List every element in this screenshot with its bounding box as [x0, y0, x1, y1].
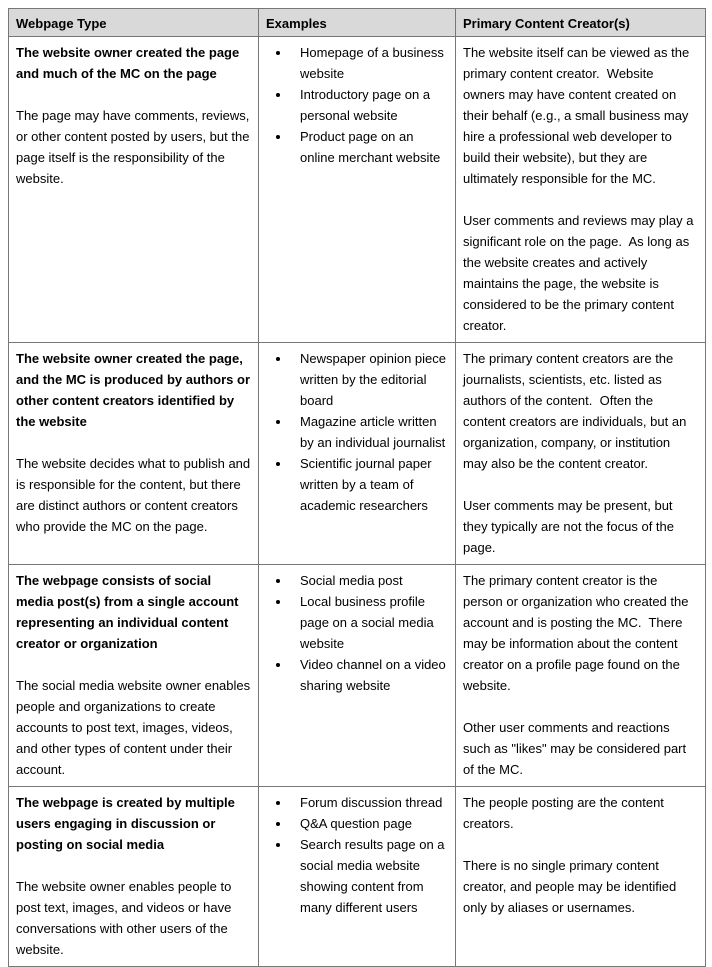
- examples-cell: [259, 787, 456, 967]
- example-item: • Scientific journal paper written by a team of academic researchers: [291, 453, 448, 516]
- creators-paragraph: There is no single primary content creator, and people may be identified only by aliases or usernames.: [463, 858, 680, 915]
- examples-cell: [259, 37, 456, 343]
- primary-content-creators-cell: [456, 787, 706, 967]
- webpage-type-description: The social media website owner enables people and organizations to create accounts to post text, images, videos, and other types of content under their account.: [16, 678, 254, 777]
- example-item: • Homepage of a business website: [291, 42, 448, 84]
- column-header-webpage-type: Webpage Type: [9, 9, 259, 37]
- example-item: • Q&A question page: [291, 813, 448, 834]
- webpage-type-heading: The webpage consists of social media post(s) from a single account representing an individual content creator or organization: [16, 573, 243, 651]
- primary-content-creators-cell: [456, 343, 706, 565]
- example-item: • Video channel on a video sharing website: [291, 654, 448, 696]
- creators-paragraph: The people posting are the content creators.: [463, 795, 668, 831]
- column-header-primary-content-creators: Primary Content Creator(s): [456, 9, 706, 37]
- examples-list: [266, 792, 448, 918]
- examples-list: [266, 42, 448, 168]
- webpage-type-cell: [9, 343, 259, 565]
- example-item: • Local business profile page on a social media website: [291, 591, 448, 654]
- creators-paragraph: The primary content creators are the journalists, scientists, etc. listed as authors of the content. Often the content creators are individuals, but an organization, company, or institution may also be the content creator.: [463, 351, 690, 471]
- example-item: • Search results page on a social media website showing content from many different users: [291, 834, 448, 918]
- webpage-type-heading: The website owner created the page, and the MC is produced by authors or other content creators identified by the website: [16, 351, 254, 429]
- examples-list: [266, 348, 448, 516]
- example-item: • Social media post: [291, 570, 448, 591]
- examples-cell: [259, 565, 456, 787]
- webpage-type-table: [8, 8, 706, 967]
- creators-paragraph: The primary content creator is the person or organization who created the account and is posting the MC. There may be information about the content creator on a profile page found on the website.: [463, 573, 693, 693]
- table-header-row: [9, 9, 706, 37]
- example-item: • Magazine article written by an individual journalist: [291, 411, 448, 453]
- creators-paragraph: Other user comments and reactions such as "likes" may be considered part of the MC.: [463, 720, 690, 777]
- webpage-type-description: The website owner enables people to post text, images, and videos or have conversations with other users of the website.: [16, 879, 235, 957]
- creators-paragraph: The website itself can be viewed as the primary content creator. Website owners may have content created on their behalf (e.g., a small business may hire a professional web developer to build their website), but they are ultimately responsible for the MC.: [463, 45, 693, 186]
- webpage-type-cell: [9, 565, 259, 787]
- webpage-type-heading: The webpage is created by multiple users engaging in discussion or posting on social media: [16, 795, 239, 852]
- primary-content-creators-cell: [456, 37, 706, 343]
- table-row: [9, 37, 706, 343]
- webpage-type-cell: [9, 787, 259, 967]
- example-item: • Introductory page on a personal website: [291, 84, 448, 126]
- webpage-type-description: The page may have comments, reviews, or other content posted by users, but the page itself is the responsibility of the website.: [16, 108, 254, 186]
- column-header-examples: Examples: [259, 9, 456, 37]
- webpage-type-cell: [9, 37, 259, 343]
- table-row: [9, 787, 706, 967]
- webpage-type-description: The website decides what to publish and is responsible for the content, but there are distinct authors or content creators who provide the MC on the page.: [16, 456, 254, 534]
- examples-cell: [259, 343, 456, 565]
- example-item: • Forum discussion thread: [291, 792, 448, 813]
- example-item: • Newspaper opinion piece written by the editorial board: [291, 348, 448, 411]
- creators-paragraph: User comments and reviews may play a significant role on the page. As long as the website creates and actively maintains the page, the website is considered to be the primary content creator.: [463, 213, 698, 333]
- primary-content-creators-cell: [456, 565, 706, 787]
- examples-list: [266, 570, 448, 696]
- table-row: [9, 343, 706, 565]
- webpage-type-heading: The website owner created the page and much of the MC on the page: [16, 45, 243, 81]
- creators-paragraph: User comments may be present, but they typically are not the focus of the page.: [463, 498, 678, 555]
- example-item: • Product page on an online merchant website: [291, 126, 448, 168]
- table-row: [9, 565, 706, 787]
